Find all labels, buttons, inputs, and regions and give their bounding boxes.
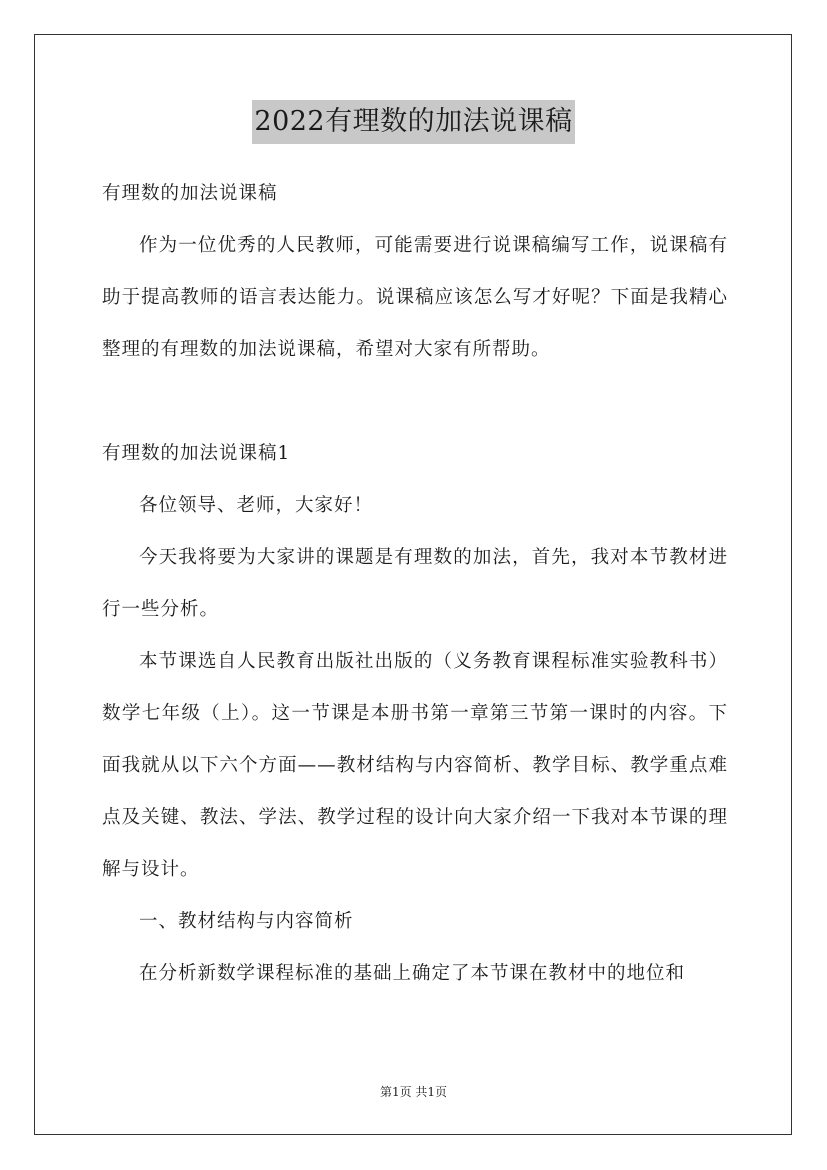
body-paragraph-3: 在分析新数学课程标准的基础上确定了本节课在教材中的地位和: [139, 963, 686, 984]
body-paragraph-1: 今天我将要为大家讲的课题是有理数的加法，首先，我对本节教材进行一些分析。: [102, 547, 728, 620]
body-paragraph-2: 本节课选自人民教育出版社出版的（义务教育课程标准实验教科书）数学七年级（上）。这一节课是本册书第一章第三节第一课时的内容。下面我就从以下六个方面——教材结构与内容简析、教学目标、教学重点难点及关键、教法、学法、教学过程的设计向大家介绍一下我对本节课的理解与设计。: [102, 651, 728, 880]
document-body: [102, 168, 728, 1000]
subheading-1: 一、教材结构与内容简析: [139, 911, 354, 932]
greeting-paragraph: 各位领导、老师，大家好！: [139, 495, 374, 516]
paragraph-gap: [102, 376, 728, 428]
intro-paragraph: 作为一位优秀的人民教师，可能需要进行说课稿编写工作，说课稿有助于提高教师的语言表达能力。说课稿应该怎么写才好呢？下面是我精心整理的有理数的加法说课稿，希望对大家有所帮助。: [102, 235, 728, 360]
title-container: [0, 100, 827, 144]
subtitle: 有理数的加法说课稿: [102, 183, 278, 204]
section-heading: 有理数的加法说课稿1: [102, 443, 291, 464]
document-title: 2022有理数的加法说课稿: [252, 100, 574, 144]
page-footer: 第1页 共1页: [379, 1085, 448, 1099]
